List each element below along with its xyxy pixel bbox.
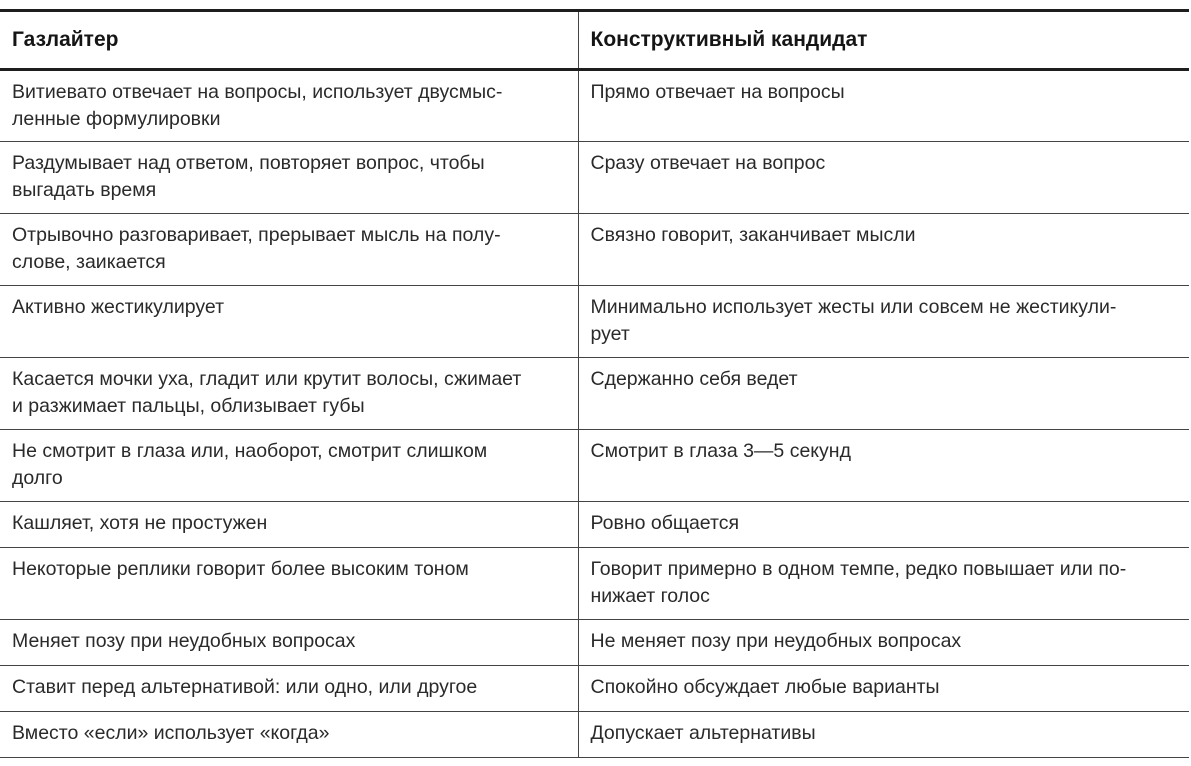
- table-header: [0, 11, 1189, 70]
- cell-candidate: Сразу отвечает на вопрос: [578, 142, 1189, 214]
- cell-candidate: Допускает альтернативы: [578, 712, 1189, 758]
- table-row: [0, 666, 1189, 712]
- table-row: [0, 430, 1189, 502]
- cell-candidate: Спокойно обсуждает любые варианты: [578, 666, 1189, 712]
- table-row: [0, 548, 1189, 620]
- header-row: [0, 11, 1189, 70]
- table-row: [0, 620, 1189, 666]
- cell-gaslighter: Активно жестикулирует: [0, 286, 578, 358]
- table-row: [0, 712, 1189, 758]
- cell-candidate: Ровно общается: [578, 502, 1189, 548]
- cell-gaslighter: Раздумывает над ответом, повторяет вопрос, чтобы выгадать время: [0, 142, 578, 214]
- table-body: [0, 70, 1189, 758]
- cell-candidate: Сдержанно себя ведет: [578, 358, 1189, 430]
- cell-candidate: Прямо отвечает на вопросы: [578, 70, 1189, 142]
- table-row: [0, 142, 1189, 214]
- cell-candidate: Смотрит в глаза 3—5 секунд: [578, 430, 1189, 502]
- table-row: [0, 214, 1189, 286]
- table-row: [0, 358, 1189, 430]
- cell-gaslighter: Витиевато отвечает на вопросы, использует двусмыс- ленные формулировки: [0, 70, 578, 142]
- cell-gaslighter: Не смотрит в глаза или, наоборот, смотрит слишком долго: [0, 430, 578, 502]
- cell-candidate: Связно говорит, заканчивает мысли: [578, 214, 1189, 286]
- cell-gaslighter: Кашляет, хотя не простужен: [0, 502, 578, 548]
- header-constructive-candidate: Конструктивный кандидат: [578, 11, 1189, 70]
- cell-gaslighter: Некоторые реплики говорит более высоким тоном: [0, 548, 578, 620]
- table-row: [0, 70, 1189, 142]
- cell-candidate: Говорит примерно в одном темпе, редко повышает или по- нижает голос: [578, 548, 1189, 620]
- table-row: [0, 286, 1189, 358]
- header-gaslighter: Газлайтер: [0, 11, 578, 70]
- cell-gaslighter: Вместо «если» использует «когда»: [12, 722, 330, 744]
- table-row: [0, 502, 1189, 548]
- cell-gaslighter: Касается мочки уха, гладит или крутит волосы, сжимает и разжимает пальцы, облизывает губы: [0, 358, 578, 430]
- cell-gaslighter: Отрывочно разговаривает, прерывает мысль на полу- слове, заикается: [0, 214, 578, 286]
- cell-gaslighter: Меняет позу при неудобных вопросах: [0, 620, 578, 666]
- cell-gaslighter: Ставит перед альтернативой: или одно, или другое: [0, 666, 578, 712]
- cell-candidate: Не меняет позу при неудобных вопросах: [578, 620, 1189, 666]
- comparison-table: [0, 9, 1189, 758]
- cell-candidate: Минимально использует жесты или совсем не жестикули- рует: [578, 286, 1189, 358]
